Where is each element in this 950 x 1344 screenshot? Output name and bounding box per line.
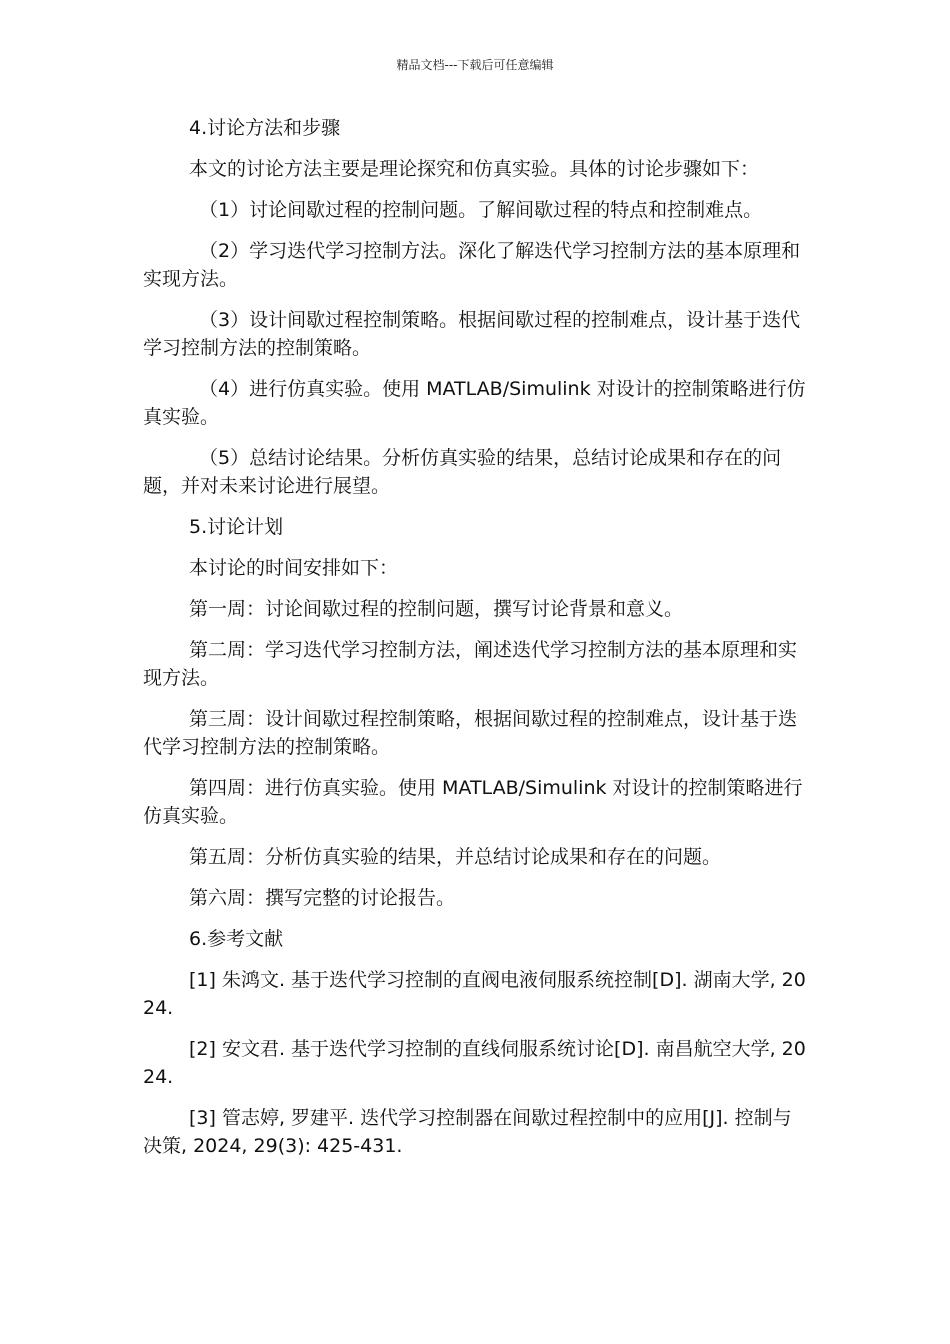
plan-week-3: 第三周：设计间歇过程控制策略，根据间歇过程的控制难点，设计基于迭代学习控制方法的控制策略。 [143,708,798,758]
document-body [143,114,808,1173]
methods-intro-paragraph: 本文的讨论方法主要是理论探究和仿真实验。具体的讨论步骤如下： [189,158,760,180]
section-heading-plan: 5.讨论计划 [189,516,284,538]
method-step-2: （2）学习迭代学习控制方法。深化了解迭代学习控制方法的基本原理和实现方法。 [143,240,801,290]
reference-3: [3] 管志婷, 罗建平. 迭代学习控制器在间歇过程控制中的应用[J]. 控制与决策, 2024, 29(3): 425-431. [143,1107,792,1157]
plan-intro-paragraph: 本讨论的时间安排如下： [189,557,399,579]
reference-1: [1] 朱鸿文. 基于迭代学习控制的直阀电液伺服系统控制[D]. 湖南大学, 2024. [143,969,806,1019]
plan-week-4: 第四周：进行仿真实验。使用 MATLAB/Simulink 对设计的控制策略进行仿真实验。 [143,777,803,827]
method-step-1: （1）讨论间歇过程的控制问题。了解间歇过程的特点和控制难点。 [199,199,763,221]
plan-week-2: 第二周：学习迭代学习控制方法，阐述迭代学习控制方法的基本原理和实现方法。 [143,639,798,689]
page-header: 精品文档---下载后可任意编辑 [396,58,554,72]
method-step-5: （5）总结讨论结果。分析仿真实验的结果，总结讨论成果和存在的问题，并对未来讨论进行展望。 [143,447,782,497]
reference-2: [2] 安文君. 基于迭代学习控制的直线伺服系统讨论[D]. 南昌航空大学, 2024. [143,1038,806,1088]
plan-week-5: 第五周：分析仿真实验的结果，并总结讨论成果和存在的问题。 [189,846,722,868]
section-heading-references: 6.参考文献 [189,928,284,950]
plan-week-1: 第一周：讨论间歇过程的控制问题，撰写讨论背景和意义。 [189,598,684,620]
plan-week-6: 第六周：撰写完整的讨论报告。 [189,887,456,909]
method-step-4: （4）进行仿真实验。使用 MATLAB/Simulink 对设计的控制策略进行仿真实验。 [143,378,806,428]
method-step-3: （3）设计间歇过程控制策略。根据间歇过程的控制难点，设计基于迭代学习控制方法的控制策略。 [143,309,801,359]
section-heading-methods: 4.讨论方法和步骤 [189,117,341,139]
